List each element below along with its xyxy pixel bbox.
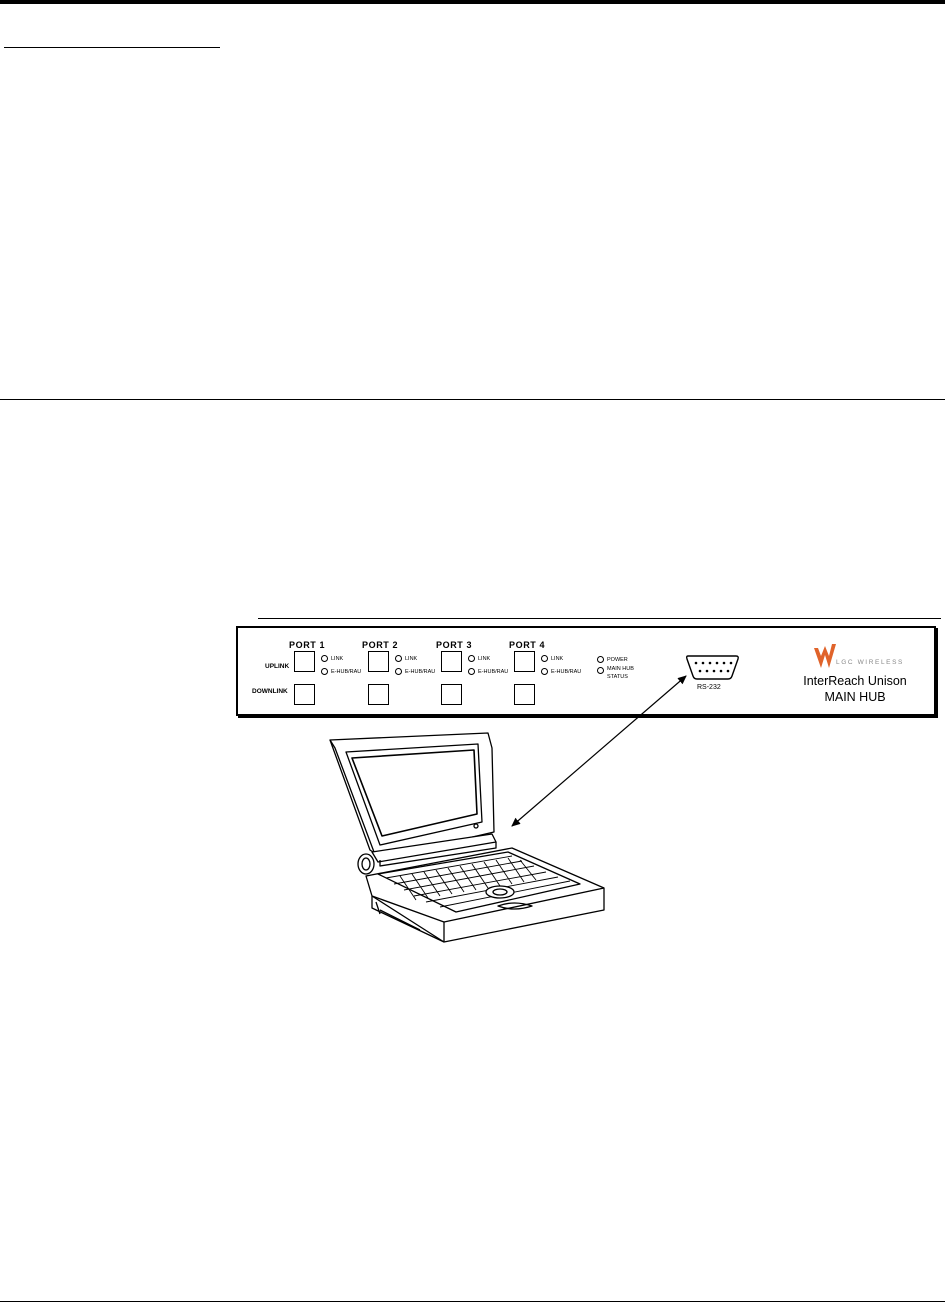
status-label: STATUS <box>607 674 628 680</box>
uplink-label: UPLINK <box>265 663 290 670</box>
rs232-label: RS-232 <box>697 684 721 691</box>
downlink-label: DOWNLINK <box>252 688 288 695</box>
product-name: InterReach Unison <box>803 674 907 688</box>
port-1-ehub-label: E-HUB/RAU <box>331 669 362 675</box>
serial-connection-arrow <box>512 676 686 826</box>
main-hub-label: MAIN HUB <box>607 666 634 672</box>
port-3-link-label: LINK <box>478 656 491 662</box>
port-4-ehub-label: E-HUB/RAU <box>551 669 582 675</box>
port-3-ehub-label: E-HUB/RAU <box>478 669 509 675</box>
lgc-logo-icon <box>814 644 836 668</box>
port-2-link-label: LINK <box>405 656 418 662</box>
port-4-title: PORT 4 <box>509 640 546 650</box>
port-4-link-label: LINK <box>551 656 564 662</box>
port-1-title: PORT 1 <box>289 640 326 650</box>
port-2-ehub-label: E-HUB/RAU <box>405 669 436 675</box>
product-subname: MAIN HUB <box>824 690 886 704</box>
rs232-connector-icon <box>687 656 739 679</box>
port-3-title: PORT 3 <box>436 640 473 650</box>
laptop-icon <box>330 733 604 942</box>
power-label: POWER <box>607 657 628 663</box>
port-1-link-label: LINK <box>331 656 344 662</box>
port-2-title: PORT 2 <box>362 640 399 650</box>
brand-name: LGC WIRELESS <box>836 659 904 666</box>
